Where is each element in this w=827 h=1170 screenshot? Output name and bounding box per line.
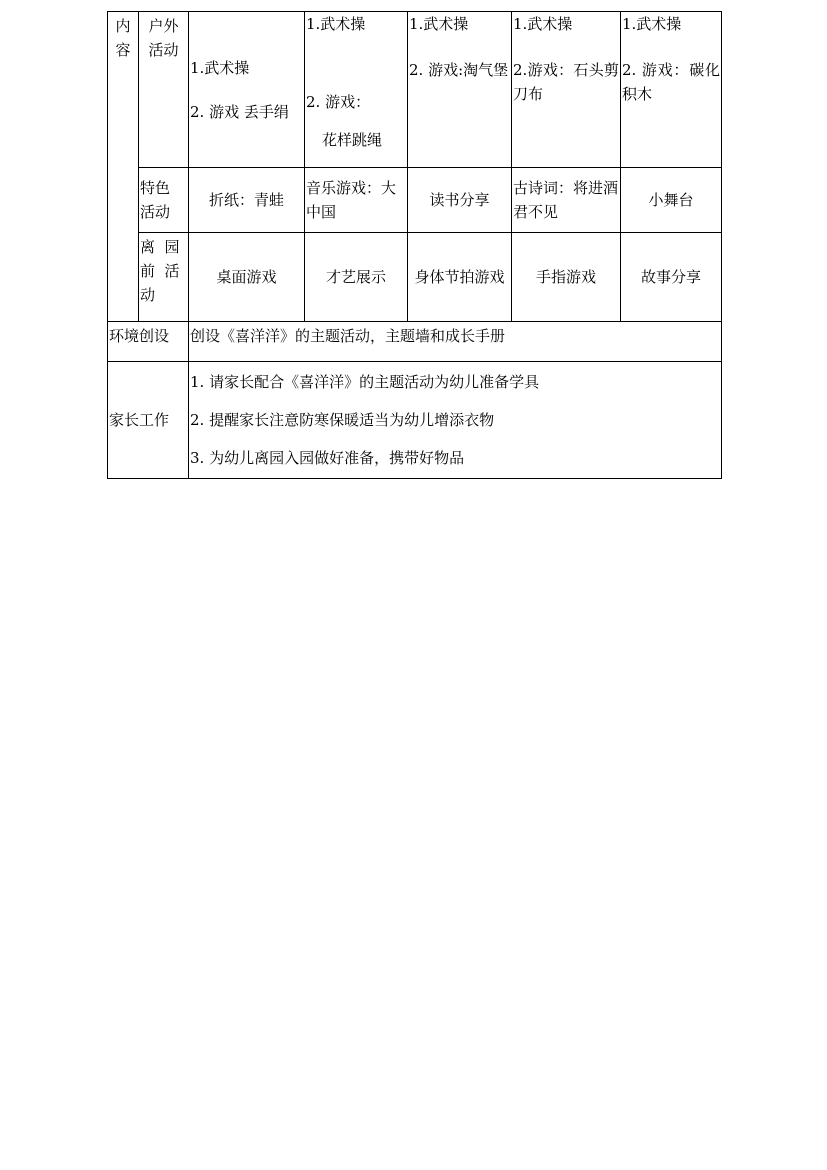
outdoor-thursday-cell [512,12,621,168]
parents-row [108,362,722,479]
content-label-cell [108,12,139,322]
content-label-char: 内 [115,17,131,35]
before-leaving-monday-cell: 桌面游戏 [189,233,305,322]
cell-line: 1.武术操 [513,15,573,33]
parents-label-cell: 家长工作 [108,362,189,479]
environment-text-cell: 创设《喜洋洋》的主题活动，主题墙和成长手册 [189,322,722,362]
special-row [108,168,722,233]
special-thursday-cell: 古诗词：将进酒君不见 [512,168,621,233]
outdoor-label-line: 活动 [148,41,179,59]
outdoor-friday-cell [621,12,722,168]
cell-line: 花样跳绳 [322,131,383,149]
special-label-cell [139,168,189,233]
cell-line: 1.武术操 [190,58,250,77]
outdoor-row [108,12,722,168]
parents-items-cell [189,362,722,479]
before-leaving-tuesday-cell: 才艺展示 [305,233,408,322]
before-leaving-row [108,233,722,322]
cell-line: 2. 游戏： [306,93,371,111]
special-tuesday-cell: 音乐游戏：大中国 [305,168,408,233]
cell-line: 1.武术操 [622,15,682,33]
parents-item: 1. 请家长配合《喜洋洋》的主题活动为幼儿准备学具 [190,373,540,391]
cell-line: 2. 游戏 丢手绢 [190,102,289,121]
cell-line: 2.游戏：石头剪刀布 [513,61,619,103]
before-leaving-thursday-cell: 手指游戏 [512,233,621,322]
special-label-line: 特色 [140,179,171,197]
before-leaving-label-line: 前 活 [140,262,180,280]
parents-item: 3. 为幼儿离园入园做好准备，携带好物品 [190,449,465,467]
parents-item: 2. 提醒家长注意防寒保暖适当为幼儿增添衣物 [190,411,495,429]
before-leaving-wednesday-cell: 身体节拍游戏 [408,233,512,322]
before-leaving-label-cell [139,233,189,322]
cell-line: 1.武术操 [409,15,469,33]
special-friday-cell: 小舞台 [621,168,722,233]
environment-label-cell: 环境创设 [108,322,189,362]
before-leaving-label-line: 离 园 [140,238,180,256]
outdoor-label-cell [139,12,189,168]
outdoor-wednesday-cell [408,12,512,168]
activity-plan-table [107,11,722,479]
cell-line: 2. 游戏：碳化积木 [622,61,720,103]
special-label-line: 活动 [140,203,171,221]
special-monday-cell: 折纸：青蛙 [189,168,305,233]
outdoor-tuesday-cell [305,12,408,168]
cell-line: 1.武术操 [306,15,366,33]
outdoor-label-line: 户外 [148,17,179,35]
before-leaving-friday-cell: 故事分享 [621,233,722,322]
environment-row [108,322,722,362]
content-label-char: 容 [115,41,131,59]
outdoor-monday-cell [189,12,305,168]
before-leaving-label-line: 动 [140,286,156,304]
cell-line: 2. 游戏:淘气堡 [409,61,509,79]
special-wednesday-cell: 读书分享 [408,168,512,233]
